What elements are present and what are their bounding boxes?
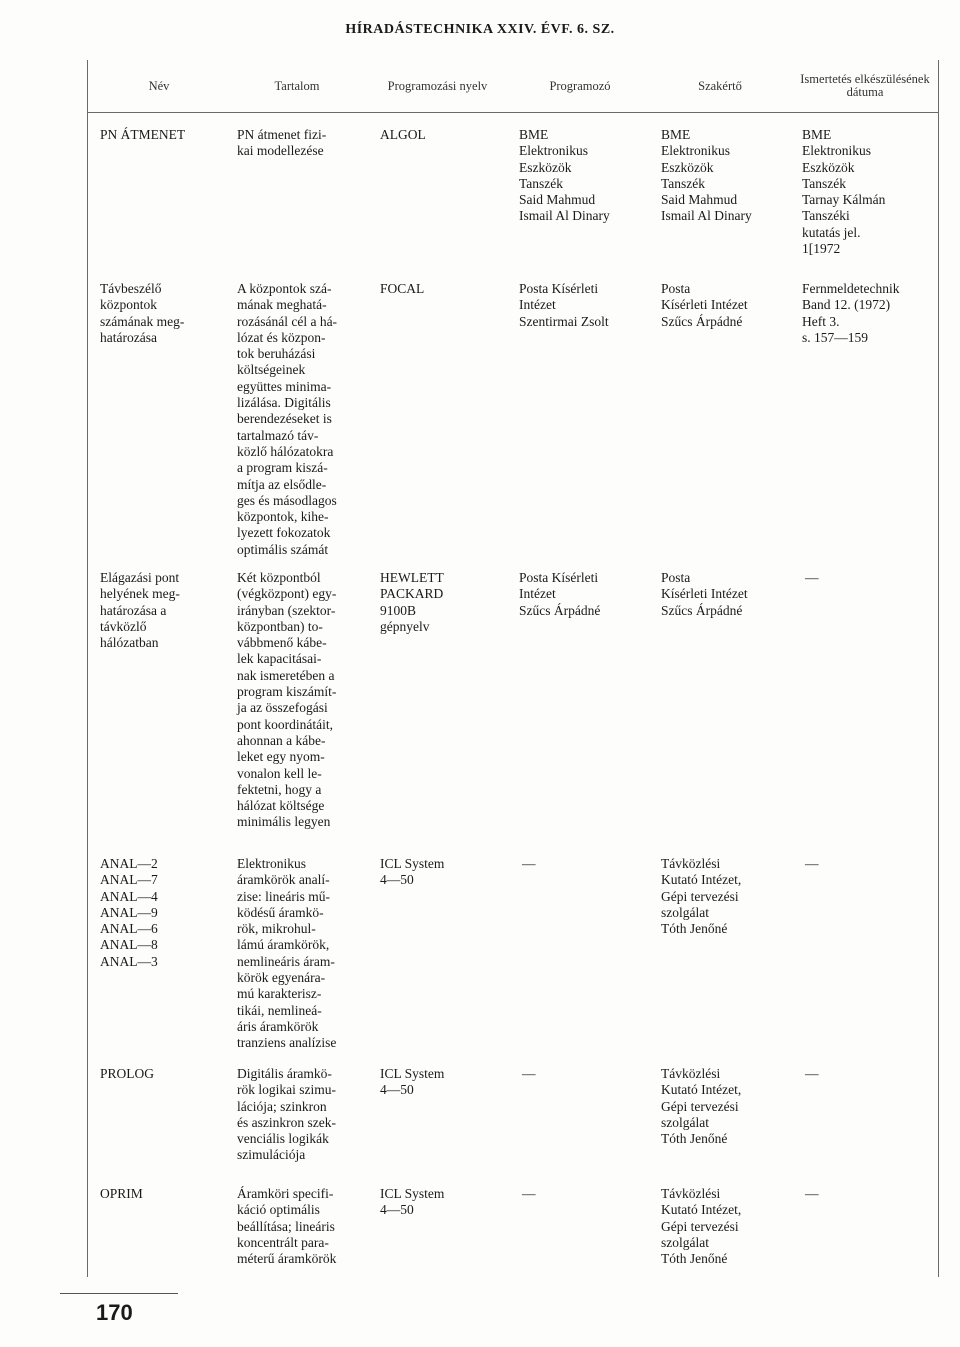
- row-1-date: BME Elektronikus Eszközök Tanszék Tarnay Kálmán Tanszéki kutatás jel. 1[1972: [802, 127, 886, 257]
- row-5-content: Digitális áramkö- rök logikai szimu- lációja; szinkron és aszinkron szek- venciális logikák szimulációja: [237, 1066, 336, 1163]
- row-5-programmer: —: [522, 1066, 536, 1081]
- row-6-language: ICL System 4—50: [380, 1186, 445, 1218]
- row-4-content: Elektronikus áramkörök analí- zise: lineáris mű- ködésű áramkö- rök, mikrohul- lámú áramkörök, nemlineáris áram- körök egyenára- mú karakterisz- tikái, nemlineá- áris áramkörök tranziens analízise: [237, 856, 337, 1051]
- row-2-date: Fernmeldetechnik Band 12. (1972) Heft 3. s. 157—159: [802, 281, 900, 345]
- row-3-name: Elágazási pont helyének meg- határozása a távközlő hálózatban: [100, 570, 180, 651]
- page-number-rule: [60, 1293, 178, 1294]
- row-1-content: PN átmenet fizi- kai modellezése: [237, 127, 327, 159]
- row-3-date: —: [805, 570, 819, 585]
- row-1-name: PN ÁTMENET: [100, 127, 186, 142]
- running-header: HÍRADÁSTECHNIKA XXIV. ÉVF. 6. SZ.: [345, 22, 615, 37]
- row-5-expert: Távközlési Kutató Intézet, Gépi tervezési szolgálat Tóth Jenőné: [661, 1066, 742, 1147]
- row-5-date: —: [805, 1066, 819, 1081]
- column-header-programmer: Programozó: [549, 78, 611, 93]
- row-3-programmer: Posta Kísérleti Intézet Szűcs Árpádné: [519, 570, 601, 618]
- row-3-language: HEWLETT PACKARD 9100B gépnyelv: [380, 570, 444, 634]
- row-6-content: Áramköri specifi- káció optimális beállítása; lineáris koncentrált para- méterű áramkörök: [237, 1186, 337, 1267]
- row-6-programmer: —: [522, 1186, 536, 1201]
- row-4-language: ICL System 4—50: [380, 856, 445, 888]
- row-3-expert: Posta Kísérleti Intézet Szűcs Árpádné: [661, 570, 748, 618]
- row-3-content: Két központból (végközpont) egy- irányban (szektor- központban) to- vábbmenő kábe- lek kapacitásai- nak ismeretében a program kiszámít- ja az összefogási pont koordinátáit, ahonnan a kábe- leket egy nyom- vonalon kell le- fektetni, hogy a hálózat költsége minimális legyen: [237, 570, 337, 830]
- column-header-expert: Szakértő: [698, 78, 742, 93]
- column-header-language: Programozási nyelv: [387, 78, 488, 93]
- row-2-expert: Posta Kísérleti Intézet Szűcs Árpádné: [661, 281, 748, 329]
- row-2-language: FOCAL: [380, 281, 425, 296]
- column-header-content: Tartalom: [274, 78, 320, 93]
- row-6-date: —: [805, 1186, 819, 1201]
- column-header-name: Név: [148, 78, 170, 93]
- row-2-content: A központok szá- mának meghatá- rozásánál cél a há- lózat és közpon- tok beruházási költségeinek együttes minima- lizálása. Digitális berendezéseket is tartalmazó táv- közlő hálózatokra a program kiszá- mítja az elsődle- ges és másodlagos központok, kihe- lyezett fokozatok optimális számát: [237, 281, 338, 557]
- row-1-expert: BME Elektronikus Eszközök Tanszék Said Mahmud Ismail Al Dinary: [661, 127, 752, 224]
- column-header-date: Ismertetés elkészülésének dátuma: [800, 72, 930, 99]
- row-4-programmer: —: [522, 856, 536, 871]
- page-number: 170: [96, 1300, 133, 1325]
- row-1-programmer: BME Elektronikus Eszközök Tanszék Said Mahmud Ismail Al Dinary: [519, 127, 610, 224]
- table-header-rule: [87, 112, 938, 113]
- row-6-name: OPRIM: [100, 1186, 143, 1201]
- row-2-name: Távbeszélő központok számának meg- határozása: [100, 281, 185, 345]
- row-4-date: —: [805, 856, 819, 871]
- row-4-expert: Távközlési Kutató Intézet, Gépi tervezési szolgálat Tóth Jenőné: [661, 856, 742, 937]
- row-1-language: ALGOL: [380, 127, 426, 142]
- row-2-programmer: Posta Kísérleti Intézet Szentirmai Zsolt: [519, 281, 609, 329]
- row-4-name: ANAL—2 ANAL—7 ANAL—4 ANAL—9 ANAL—6 ANAL—8 ANAL—3: [100, 856, 158, 969]
- row-5-name: PROLOG: [100, 1066, 155, 1081]
- row-5-language: ICL System 4—50: [380, 1066, 445, 1098]
- row-6-expert: Távközlési Kutató Intézet, Gépi tervezési szolgálat Tóth Jenőné: [661, 1186, 742, 1267]
